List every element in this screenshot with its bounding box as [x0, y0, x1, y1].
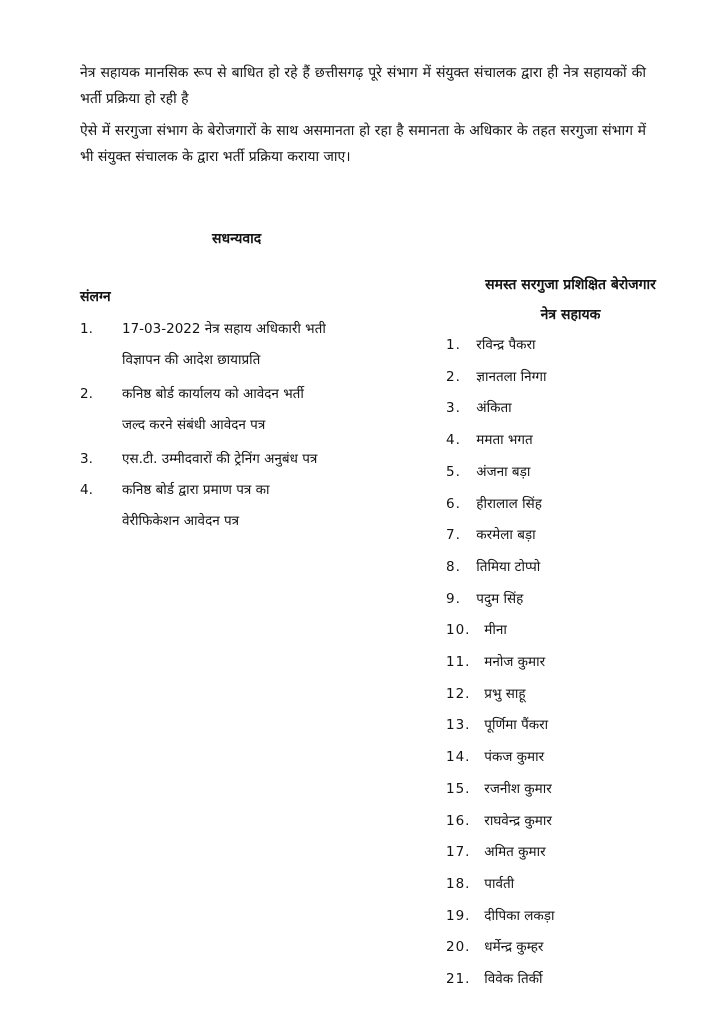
signatories-title: [448, 270, 693, 330]
signatory-name: रजनीश कुमार: [484, 780, 552, 797]
signatory-name: पूर्णिमा पैंकरा: [484, 717, 549, 734]
signatories-list: [446, 330, 555, 996]
signatory-row: [446, 552, 555, 584]
signatory-number: 5.: [446, 463, 461, 480]
enclosure-number: 4.: [80, 482, 93, 498]
enclosure-text: [122, 475, 425, 537]
signatory-name: विवेक तिर्की: [484, 971, 543, 988]
signatory-row: [446, 901, 555, 933]
signatory-name: तिमिया टोप्पो: [476, 558, 541, 575]
enclosure-line: कनिष्ठ बोर्ड कार्यालय को आवेदन भर्ती: [122, 386, 304, 402]
enclosure-line: वेरीफिकेशन आवेदन पत्र: [122, 513, 240, 529]
enclosure-text: [122, 314, 425, 376]
enclosure-number: 2.: [80, 386, 93, 402]
enclosure-number: 3.: [80, 451, 93, 467]
signatory-number: 4.: [446, 432, 461, 449]
signatory-name: प्रभु साहू: [484, 685, 526, 702]
signatory-name: ज्ञानतला निग्गा: [476, 368, 547, 385]
signatory-name: अंजना बड़ा: [476, 463, 531, 480]
signatory-row: [446, 742, 555, 774]
enclosures-heading: संलग्न: [80, 289, 111, 305]
signatory-number: 12.: [446, 685, 471, 702]
signatory-name: ममता भगत: [476, 432, 533, 449]
signatory-number: 1.: [446, 337, 461, 353]
signatory-row: [446, 362, 555, 394]
signatory-row: [446, 425, 555, 457]
thanks-closing: सधन्यवाद: [212, 231, 262, 247]
signatory-name: मनोज कुमार: [484, 654, 546, 671]
enclosure-line: कनिष्ठ बोर्ड द्वारा प्रमाण पत्र का: [122, 482, 270, 498]
enclosure-item: [80, 379, 425, 441]
signatory-row: [446, 932, 555, 964]
enclosure-number: 1.: [80, 321, 93, 337]
signatory-number: 21.: [446, 971, 471, 988]
signatory-name: दीपिका लकड़ा: [484, 907, 555, 924]
signatory-row: [446, 964, 555, 996]
enclosure-item: [80, 314, 425, 376]
signatory-number: 2.: [446, 368, 461, 385]
signatory-row: [446, 679, 555, 711]
enclosure-line: जल्द करने संबंधी आवेदन पत्र: [122, 417, 266, 433]
signatory-number: 3.: [446, 400, 461, 417]
signatory-name: पदुम सिंह: [476, 590, 524, 607]
signatory-row: [446, 837, 555, 869]
signatory-row: [446, 869, 555, 901]
signatory-row: [446, 393, 555, 425]
signatory-name: करमेला बड़ा: [476, 527, 536, 544]
signatory-row: [446, 774, 555, 806]
signatory-row: [446, 615, 555, 647]
signatory-number: 10.: [446, 622, 471, 639]
signatory-name: पार्वती: [484, 875, 515, 892]
signatory-name: अंकिता: [476, 400, 512, 417]
enclosure-item: [80, 444, 425, 475]
signatory-number: 7.: [446, 527, 461, 544]
signatory-number: 11.: [446, 654, 471, 671]
signatories-title-line-2: नेत्र सहायक: [540, 307, 601, 323]
signatory-row: [446, 806, 555, 838]
signatory-name: पंकज कुमार: [484, 749, 545, 766]
signatory-row: [446, 710, 555, 742]
signatory-row: [446, 330, 555, 362]
enclosures-list: [80, 314, 425, 537]
signatories-title-line-1: समस्त सरगुजा प्रशिक्षित बेरोजगार: [485, 277, 656, 293]
signatory-row: [446, 457, 555, 489]
signatory-number: 9.: [446, 590, 461, 607]
signatory-number: 19.: [446, 907, 471, 924]
body-paragraph-2: ऐसे में सरगुजा संभाग के बेरोजगारों के साथ असमानता हो रहा है समानता के अधिकार के तहत सरगुजा संभाग में भी संयुक्त संचालक के द्वारा भर्ती प्रक्रिया कराया जाए।: [80, 123, 646, 165]
signatory-name: धर्मेन्द्र कुम्हर: [484, 939, 544, 956]
signatory-number: 8.: [446, 558, 461, 575]
enclosure-text: [122, 444, 425, 475]
enclosure-text: [122, 379, 425, 441]
body-paragraph-1: नेत्र सहायक मानसिक रूप से बाधित हो रहे हैं छत्तीसगढ़ पूरे संभाग में संयुक्त संचालक द्वारा ही नेत्र सहायकों की भर्ती प्रक्रिया हो रही है: [80, 65, 646, 107]
signatory-name: हीरालाल सिंह: [476, 495, 542, 512]
enclosure-line: विज्ञापन की आदेश छायाप्रति: [122, 352, 261, 368]
signatory-number: 17.: [446, 844, 471, 861]
signatory-row: [446, 520, 555, 552]
signatory-number: 13.: [446, 717, 471, 734]
signatory-number: 15.: [446, 780, 471, 797]
signatory-number: 14.: [446, 749, 471, 766]
signatory-row: [446, 489, 555, 521]
signatory-name: मीना: [484, 622, 507, 639]
signatory-number: 16.: [446, 812, 471, 829]
signatory-row: [446, 647, 555, 679]
signatory-row: [446, 584, 555, 616]
enclosure-item: [80, 475, 425, 537]
signatory-number: 6.: [446, 495, 461, 512]
signatory-name: अमित कुमार: [484, 844, 546, 861]
enclosure-line: एस.टी. उम्मीदवारों की ट्रेनिंग अनुबंध पत्र: [122, 451, 318, 467]
enclosure-line: 17-03-2022 नेत्र सहाय अधिकारी भती: [122, 321, 326, 337]
signatory-number: 20.: [446, 939, 471, 956]
signatory-name: रविन्द्र पैकरा: [476, 337, 536, 353]
signatory-name: राघवेन्द्र कुमार: [484, 812, 552, 829]
signatory-number: 18.: [446, 875, 471, 892]
